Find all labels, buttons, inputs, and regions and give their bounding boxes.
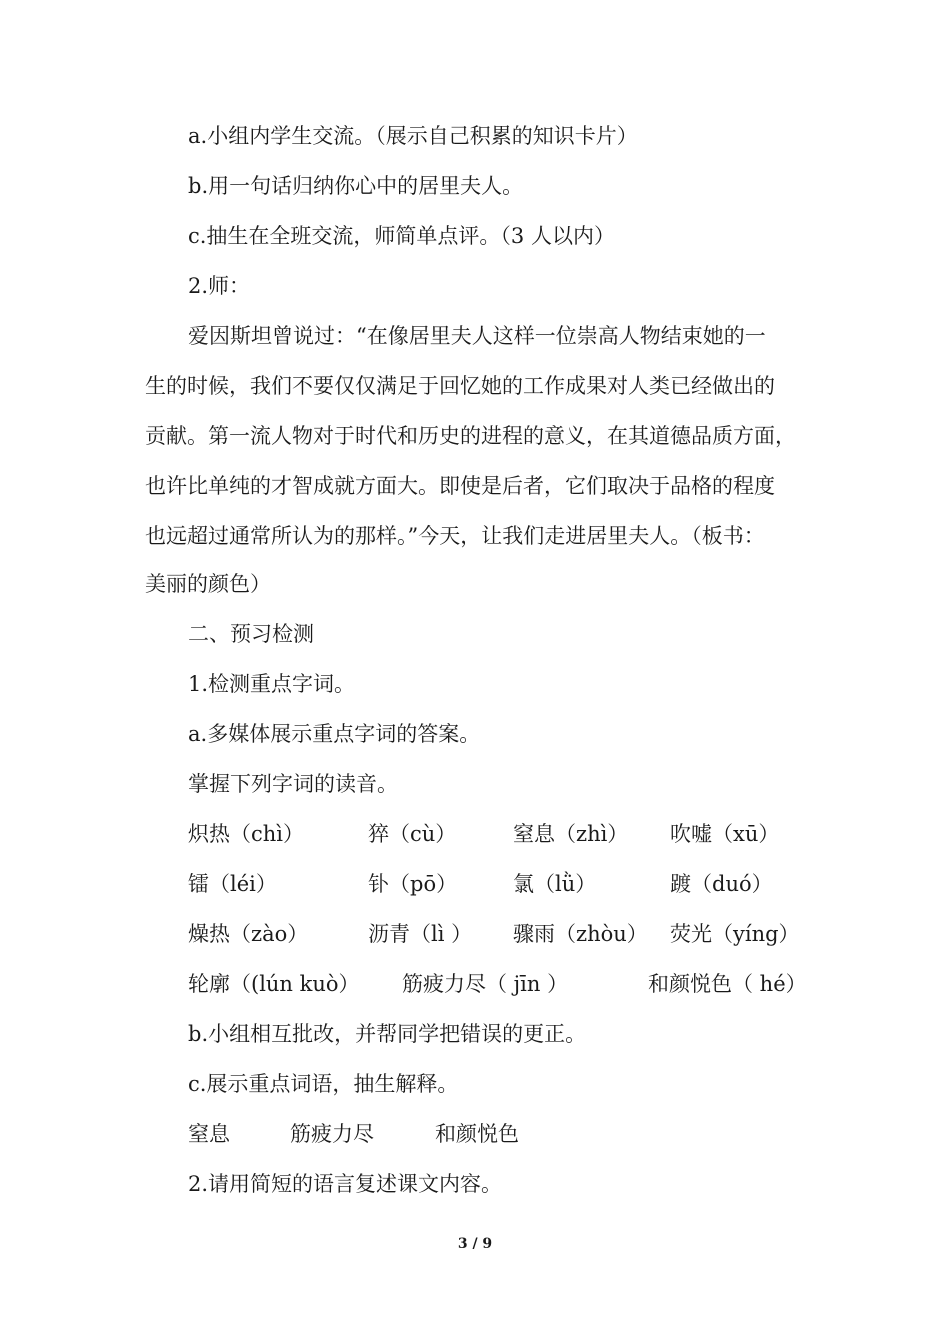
key-word: 筋疲力尽 (290, 1122, 374, 1146)
paragraph-line: 也许比单纯的才智成就方面大。即使是后者，它们取决于品格的程度 (145, 474, 775, 498)
doc-line: a.多媒体展示重点字词的答案。 (188, 722, 481, 746)
vocab-item: 窒息（zhì） (513, 822, 629, 846)
page-number: 3 / 9 (457, 1236, 493, 1252)
doc-line: b.小组相互批改，并帮同学把错误的更正。 (188, 1022, 587, 1046)
doc-line: 1.检测重点字词。 (188, 672, 356, 696)
key-word: 和颜悦色 (435, 1122, 519, 1146)
doc-line: 掌握下列字词的读音。 (188, 772, 398, 796)
doc-line: 2.请用简短的语言复述课文内容。 (188, 1172, 503, 1196)
vocab-item: 轮廓（(lún kuò） (188, 972, 360, 996)
paragraph-line: 也远超过通常所认为的那样。”今天，让我们走进居里夫人。（板书： (145, 524, 765, 548)
vocab-item: 镭（léi） (188, 872, 277, 896)
vocab-item: 荧光（yíng） (670, 922, 800, 946)
paragraph-line: 生的时候，我们不要仅仅满足于回忆她的工作成果对人类已经做出的 (145, 374, 775, 398)
section-heading: 二、预习检测 (188, 622, 314, 646)
vocab-item: 吹嘘（xū） (670, 822, 780, 846)
doc-line: 2.师： (188, 274, 251, 298)
paragraph-line: 贡献。第一流人物对于时代和历史的进程的意义，在其道德品质方面， (145, 424, 796, 448)
vocab-item: 钋（pō） (368, 872, 458, 896)
vocab-item: 骤雨（zhòu） (513, 922, 648, 946)
vocab-item: 和颜悦色（ hé） (648, 972, 807, 996)
vocab-item: 猝（cù） (368, 822, 457, 846)
vocab-item: 筋疲力尽（ jīn ） (402, 972, 569, 996)
doc-line: b.用一句话归纳你心中的居里夫人。 (188, 174, 524, 198)
vocab-item: 炽热（chì） (188, 822, 305, 846)
key-word: 窒息 (188, 1122, 230, 1146)
doc-line: a.小组内学生交流。（展示自己积累的知识卡片） (188, 124, 638, 148)
paragraph-line: 美丽的颜色） (145, 572, 271, 596)
paragraph-line: 爱因斯坦曾说过：“在像居里夫人这样一位崇高人物结束她的一 (188, 324, 766, 348)
vocab-item: 燥热（zào） (188, 922, 309, 946)
vocab-item: 氯（lǜ） (513, 872, 597, 896)
doc-line: c.抽生在全班交流，师简单点评。（3 人以内） (188, 224, 615, 248)
doc-line: c.展示重点词语，抽生解释。 (188, 1072, 459, 1096)
vocab-item: 沥青（lì ） (368, 922, 473, 946)
vocab-item: 踱（duó） (670, 872, 773, 896)
